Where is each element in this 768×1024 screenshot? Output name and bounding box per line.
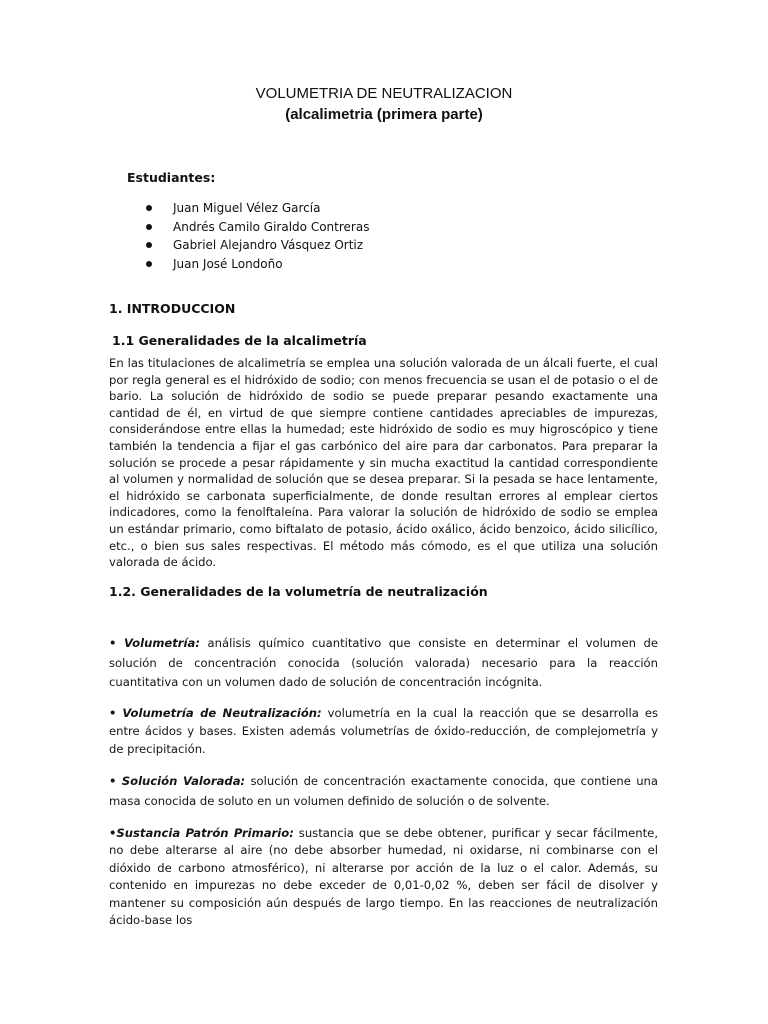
definition-term: Volumetría de Neutralización:: [122, 706, 322, 720]
bullet-icon: [146, 261, 152, 267]
definition-volumetria-neutralizacion: [109, 704, 658, 758]
definition-term: Sustancia Patrón Primario:: [116, 826, 294, 840]
definition-volumetria: [109, 634, 658, 693]
definition-text: solución de concentración exactamente conocida, que contiene una masa conocida de soluto en un volumen definido de solución o de solvente.: [109, 774, 658, 808]
list-item: [146, 255, 369, 274]
student-name: Andrés Camilo Giraldo Contreras: [173, 219, 370, 234]
student-name: Juan José Londoño: [173, 256, 283, 271]
definition-term: Volumetría:: [124, 636, 200, 650]
section-heading-generalidades-volumetria: 1.2. Generalidades de la volumetría de neutralización: [109, 584, 488, 599]
definition-sustancia-patron-primario: [109, 825, 658, 929]
document-subtitle: (alcalimetria (primera parte): [285, 106, 483, 123]
bullet-icon: [146, 205, 152, 211]
definition-term: Solución Valorada:: [121, 774, 246, 788]
definition-text: sustancia que se debe obtener, purificar y secar fácilmente, no debe alterarse al aire (no debe absorber humedad, ni oxidarse, ni combinarse con el dióxido de carbono atmosférico), ni alterarse por acción de la luz o el calor. Además, su contenido en impurezas no debe exceder de 0,01-0,02 %, deben ser fácil de disolver y mantener su composición aún después de largo tiempo. En las reacciones de neutralización ácido-base los: [109, 826, 659, 928]
bullet-icon: •: [109, 774, 117, 788]
student-list: [146, 199, 369, 273]
section-heading-generalidades-alcalimetria: 1.1 Generalidades de la alcalimetría: [112, 333, 367, 348]
definition-text: análisis químico cuantitativo que consiste en determinar el volumen de solución de concentración conocida (solución valorada) necesario para la reacción cuantitativa con un volumen dado de solución de concentración incógnita.: [109, 636, 658, 689]
students-label: Estudiantes:: [127, 170, 216, 185]
list-item: [146, 199, 369, 218]
bullet-icon: •: [109, 706, 117, 720]
bullet-icon: •: [109, 636, 117, 650]
section-heading-introduction: 1. INTRODUCCION: [109, 301, 236, 316]
definition-solucion-valorada: [109, 772, 658, 811]
student-name: Juan Miguel Vélez García: [173, 201, 321, 216]
bullet-icon: [146, 242, 152, 248]
paragraph-alcalimetria: En las titulaciones de alcalimetría se emplea una solución valorada de un álcali fuerte, el cual por regla general es el hidróxido de sodio; con menos frecuencia se usan el de potasio o el de bario. La solución de hidróxido de sodio se puede preparar pesando exactamente una cantidad de él, en virtud de que siempre contiene cantidades apreciables de impurezas, considerándose entre ellas la humedad; este hidróxido de sodio es muy higroscópico y tiene también la tendencia a fijar el gas carbónico del aire para dar carbonatos. Para preparar la solución se procede a pesar rápidamente y sin mucha exactitud la cantidad correspondiente al volumen y normalidad de solución que se desea preparar. Si la pesada se hace lentamente, el hidróxido se carbonata superficialmente, de donde resultan errores al emplear ciertos indicadores, como la fenolftaleína. Para valorar la solución de hidróxido de sodio se emplea un estándar primario, como biftalato de potasio, ácido oxálico, ácido benzoico, ácido silicílico, etc., o bien sus sales respectivas. El método más cómodo, es el que utiliza una solución valorada de ácido.: [109, 356, 658, 570]
student-name: Gabriel Alejandro Vásquez Ortiz: [173, 238, 364, 253]
bullet-icon: [146, 224, 152, 230]
definition-text: volumetría en la cual la reacción que se desarrolla es entre ácidos y bases. Existen además volumetrías de óxido-reducción, de complejometría y de precipitación.: [109, 706, 658, 756]
list-item: [146, 236, 369, 255]
list-item: [146, 218, 369, 237]
bullet-icon: •: [109, 826, 117, 840]
document-title: VOLUMETRIA DE NEUTRALIZACION: [255, 85, 513, 102]
